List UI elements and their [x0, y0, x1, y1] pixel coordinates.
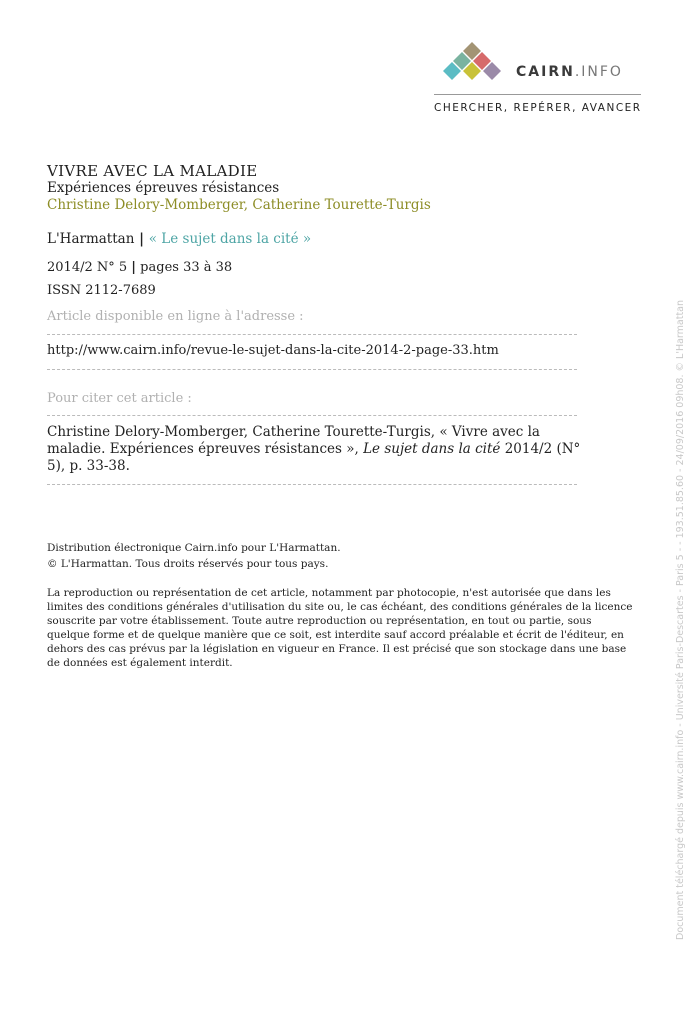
- logo-brand: CAIRN: [516, 64, 575, 80]
- distribution-line: Distribution électronique Cairn.info pour L'Harmattan.: [47, 542, 341, 554]
- publisher-name: L'Harmattan: [47, 231, 135, 247]
- citation-end: 2014/2 (N° 5), p. 33-38.: [47, 441, 581, 474]
- copyright-line: © L'Harmattan. Tous droits réservés pour tous pays.: [47, 558, 329, 570]
- download-watermark: Document téléchargé depuis www.cairn.info - Université Paris-Descartes - Paris 5 - - 193.51.85.60 - 24/09/2016 09h08. © L'Harmattan: [675, 299, 686, 940]
- issue-line: 2014/2 N° 5 | pages 33 à 38: [47, 260, 233, 275]
- issue-number: 2014/2 N° 5: [47, 260, 128, 275]
- article-subtitle: Expériences épreuves résistances: [47, 180, 280, 196]
- collection-link[interactable]: « Le sujet dans la cité »: [148, 231, 312, 247]
- online-label: Article disponible en ligne à l'adresse :: [47, 309, 304, 324]
- article-title: VIVRE AVEC LA MALADIE: [47, 162, 258, 180]
- divider: [47, 369, 577, 370]
- publisher-line: [47, 231, 587, 248]
- logo-divider: [434, 94, 641, 95]
- logo-suffix: .INFO: [574, 64, 623, 80]
- logo-wordmark: [516, 64, 623, 80]
- legal-notice: La reproduction ou représentation de cet article, notamment par photocopie, n'est autorisée que dans les limites des conditions générales d'utilisation du site ou, le cas échéant, des conditions générales de la licence souscrite par votre établissement. Toute autre reproduction ou représentation, en tout ou partie, sous quelque forme et de quelque manière que ce soit, est interdite sauf accord préalable et écrit de l'éditeur, en dehors des cas prévus par la législation en vigueur en France. Il est précisé que son stockage dans une base de données est également interdit.: [47, 587, 633, 669]
- divider: [47, 334, 577, 335]
- page-range: pages 33 à 38: [140, 260, 233, 275]
- issn: ISSN 2112-7689: [47, 283, 156, 298]
- cairn-logo[interactable]: [432, 40, 647, 120]
- divider: [47, 484, 577, 485]
- article-info: [47, 162, 633, 670]
- logo-tagline: CHERCHER, REPÉRER, AVANCER: [434, 102, 642, 114]
- citation-start: Christine Delory-Momberger, Catherine Tourette-Turgis, « Vivre avec la maladie. Expériences épreuves résistances »,: [47, 424, 540, 457]
- divider: [47, 415, 577, 416]
- article-authors[interactable]: Christine Delory-Momberger, Catherine Tourette-Turgis: [47, 197, 431, 213]
- publisher-separator: |: [134, 231, 149, 247]
- citation-journal: Le sujet dans la cité: [363, 441, 501, 457]
- cite-label: Pour citer cet article :: [47, 391, 192, 406]
- citation-text: [47, 424, 587, 475]
- article-url[interactable]: http://www.cairn.info/revue-le-sujet-dans-la-cite-2014-2-page-33.htm: [47, 343, 499, 358]
- cairn-diamond-icon: [432, 40, 512, 92]
